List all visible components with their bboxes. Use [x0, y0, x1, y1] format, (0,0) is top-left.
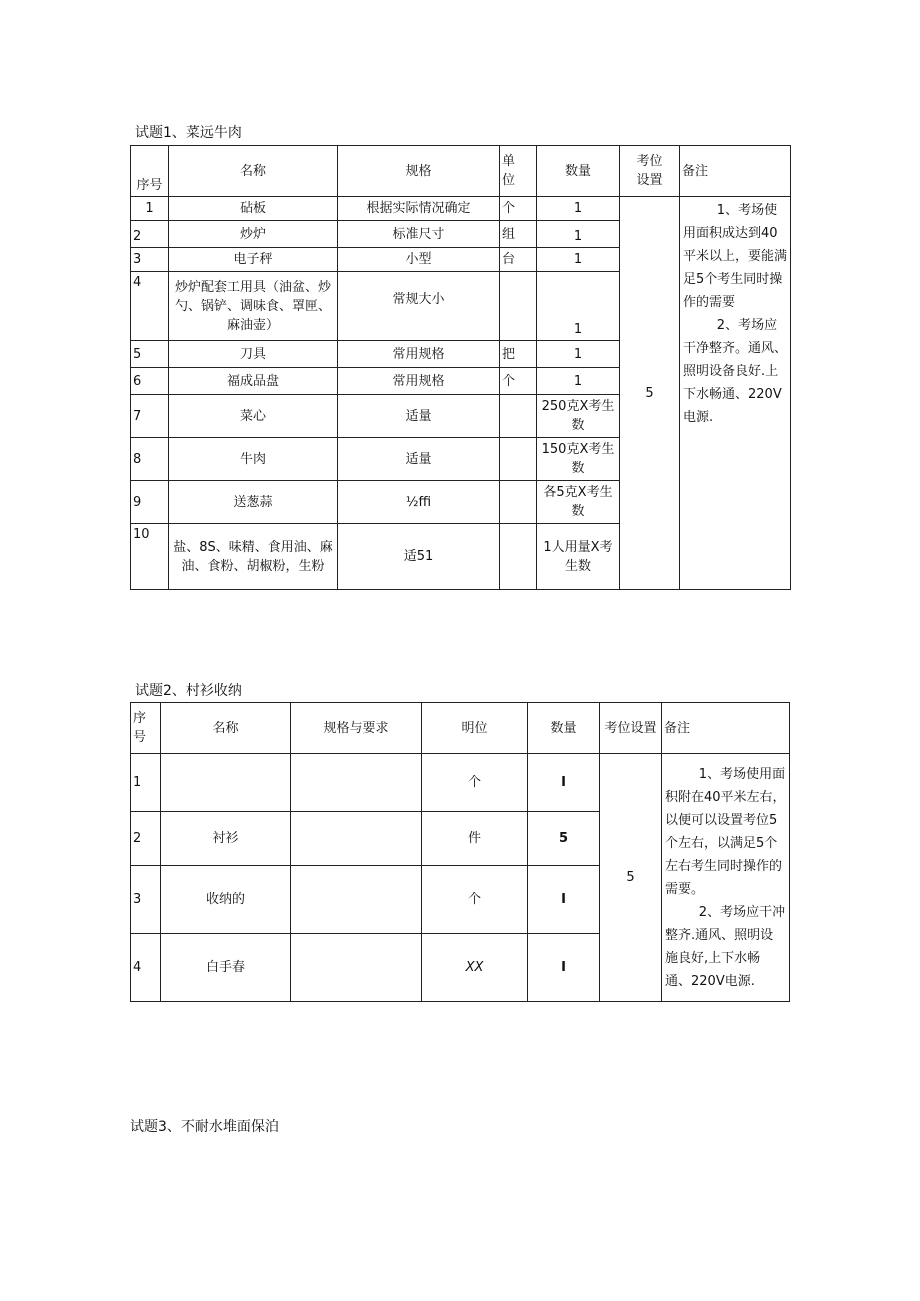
cell-unit: XX — [422, 934, 528, 1002]
cell-name: 牛肉 — [169, 438, 338, 481]
cell-spec: 适量 — [338, 438, 500, 481]
table-row — [131, 197, 791, 221]
cell-qty: I — [528, 934, 600, 1002]
notes-cell: 1、考场使用面积成达到40平米以上，要能满足5个考生同时操作的需要 2、考场应干净整齐。通风、照明设备良好.上下水畅通、220V电源. — [680, 197, 791, 590]
cell-no: 2 — [131, 812, 161, 866]
cell-spec — [291, 934, 422, 1002]
header-unit: 单 位 — [500, 146, 537, 197]
cell-no: 4 — [131, 272, 169, 341]
cell-spec: 标准尺寸 — [338, 221, 500, 248]
cell-no: 6 — [131, 368, 169, 395]
section-title-1: 试题1、菜远牛肉 — [135, 125, 242, 141]
cell-qty: 1 — [537, 368, 620, 395]
header-positions: 考位设置 — [600, 703, 662, 754]
cell-name: 福成品盘 — [169, 368, 338, 395]
header-unit: 明位 — [422, 703, 528, 754]
cell-name: 衬衫 — [161, 812, 291, 866]
cell-unit: 个 — [422, 866, 528, 934]
cell-qty: 各5克X考生数 — [537, 481, 620, 524]
cell-name: 炒炉配套工用具（油盆、炒勺、锅铲、调味食、罩匣、麻油壶） — [169, 272, 338, 341]
section-title-3: 试题3、不耐水堆面保泊 — [130, 1119, 279, 1135]
cell-unit — [500, 438, 537, 481]
cell-spec: 小型 — [338, 248, 500, 272]
cell-spec: 根据实际情况确定 — [338, 197, 500, 221]
cell-no: 2 — [131, 221, 169, 248]
positions-cell: 5 — [600, 754, 662, 1002]
cell-name: 菜心 — [169, 395, 338, 438]
cell-qty: 150克X考生数 — [537, 438, 620, 481]
cell-name — [161, 754, 291, 812]
cell-spec: 适量 — [338, 395, 500, 438]
cell-unit — [500, 524, 537, 590]
cell-qty: 1 — [537, 248, 620, 272]
cell-unit: 把 — [500, 341, 537, 368]
equipment-table-2 — [130, 702, 790, 1002]
cell-qty: 1 — [537, 221, 620, 248]
cell-name: 刀具 — [169, 341, 338, 368]
cell-no: 8 — [131, 438, 169, 481]
cell-qty: 1 — [537, 272, 620, 341]
cell-unit — [500, 481, 537, 524]
cell-no: 1 — [131, 754, 161, 812]
cell-qty: I — [528, 866, 600, 934]
notes-cell: 1、考场使用面积附在40平米左右，以便可以设置考位5个左右，以满足5个左右考生同时操作的需要。 2、考场应干冲整齐.通风、照明设施良好,上下水畅通、220V电源. — [662, 754, 790, 1002]
positions-cell: 5 — [620, 197, 680, 590]
header-no: 序号 — [131, 703, 161, 754]
table-header-row — [131, 146, 791, 197]
cell-spec — [291, 812, 422, 866]
cell-qty: 1 — [537, 197, 620, 221]
cell-name: 盐、8S、味精、食用油、麻油、食粉、胡椒粉，生粉 — [169, 524, 338, 590]
cell-no: 7 — [131, 395, 169, 438]
header-name: 名称 — [169, 146, 338, 197]
header-qty: 数量 — [537, 146, 620, 197]
cell-unit: 个 — [500, 197, 537, 221]
cell-no: 4 — [131, 934, 161, 1002]
cell-no: 3 — [131, 866, 161, 934]
cell-unit: 组 — [500, 221, 537, 248]
header-spec: 规格 — [338, 146, 500, 197]
section-title-2: 试题2、村衫收纳 — [135, 683, 242, 699]
cell-spec: ½ffi — [338, 481, 500, 524]
cell-unit — [500, 395, 537, 438]
header-no: 序号 — [131, 146, 169, 197]
cell-name: 收纳的 — [161, 866, 291, 934]
cell-qty: 5 — [528, 812, 600, 866]
cell-qty: 250克X考生数 — [537, 395, 620, 438]
header-qty: 数量 — [528, 703, 600, 754]
header-note: 备注 — [680, 146, 791, 197]
header-name: 名称 — [161, 703, 291, 754]
cell-unit: 件 — [422, 812, 528, 866]
cell-unit: 个 — [500, 368, 537, 395]
cell-no: 3 — [131, 248, 169, 272]
cell-spec: 常用规格 — [338, 341, 500, 368]
cell-unit: 个 — [422, 754, 528, 812]
header-note: 备注 — [662, 703, 790, 754]
header-positions: 考位 设置 — [620, 146, 680, 197]
table-row — [131, 754, 790, 812]
table-header-row — [131, 703, 790, 754]
cell-unit: 台 — [500, 248, 537, 272]
cell-name: 砧板 — [169, 197, 338, 221]
cell-spec — [291, 866, 422, 934]
cell-name: 白手春 — [161, 934, 291, 1002]
cell-qty: 1人用量X考生数 — [537, 524, 620, 590]
cell-no: 9 — [131, 481, 169, 524]
cell-no: 5 — [131, 341, 169, 368]
cell-name: 电子秤 — [169, 248, 338, 272]
cell-spec: 常用规格 — [338, 368, 500, 395]
cell-name: 送葱蒜 — [169, 481, 338, 524]
equipment-table-1 — [130, 145, 791, 590]
cell-name: 炒炉 — [169, 221, 338, 248]
cell-qty: I — [528, 754, 600, 812]
cell-spec: 适51 — [338, 524, 500, 590]
cell-qty: 1 — [537, 341, 620, 368]
cell-no: 10 — [131, 524, 169, 590]
cell-unit — [500, 272, 537, 341]
cell-no: 1 — [131, 197, 169, 221]
cell-spec: 常规大小 — [338, 272, 500, 341]
cell-spec — [291, 754, 422, 812]
header-spec: 规格与要求 — [291, 703, 422, 754]
